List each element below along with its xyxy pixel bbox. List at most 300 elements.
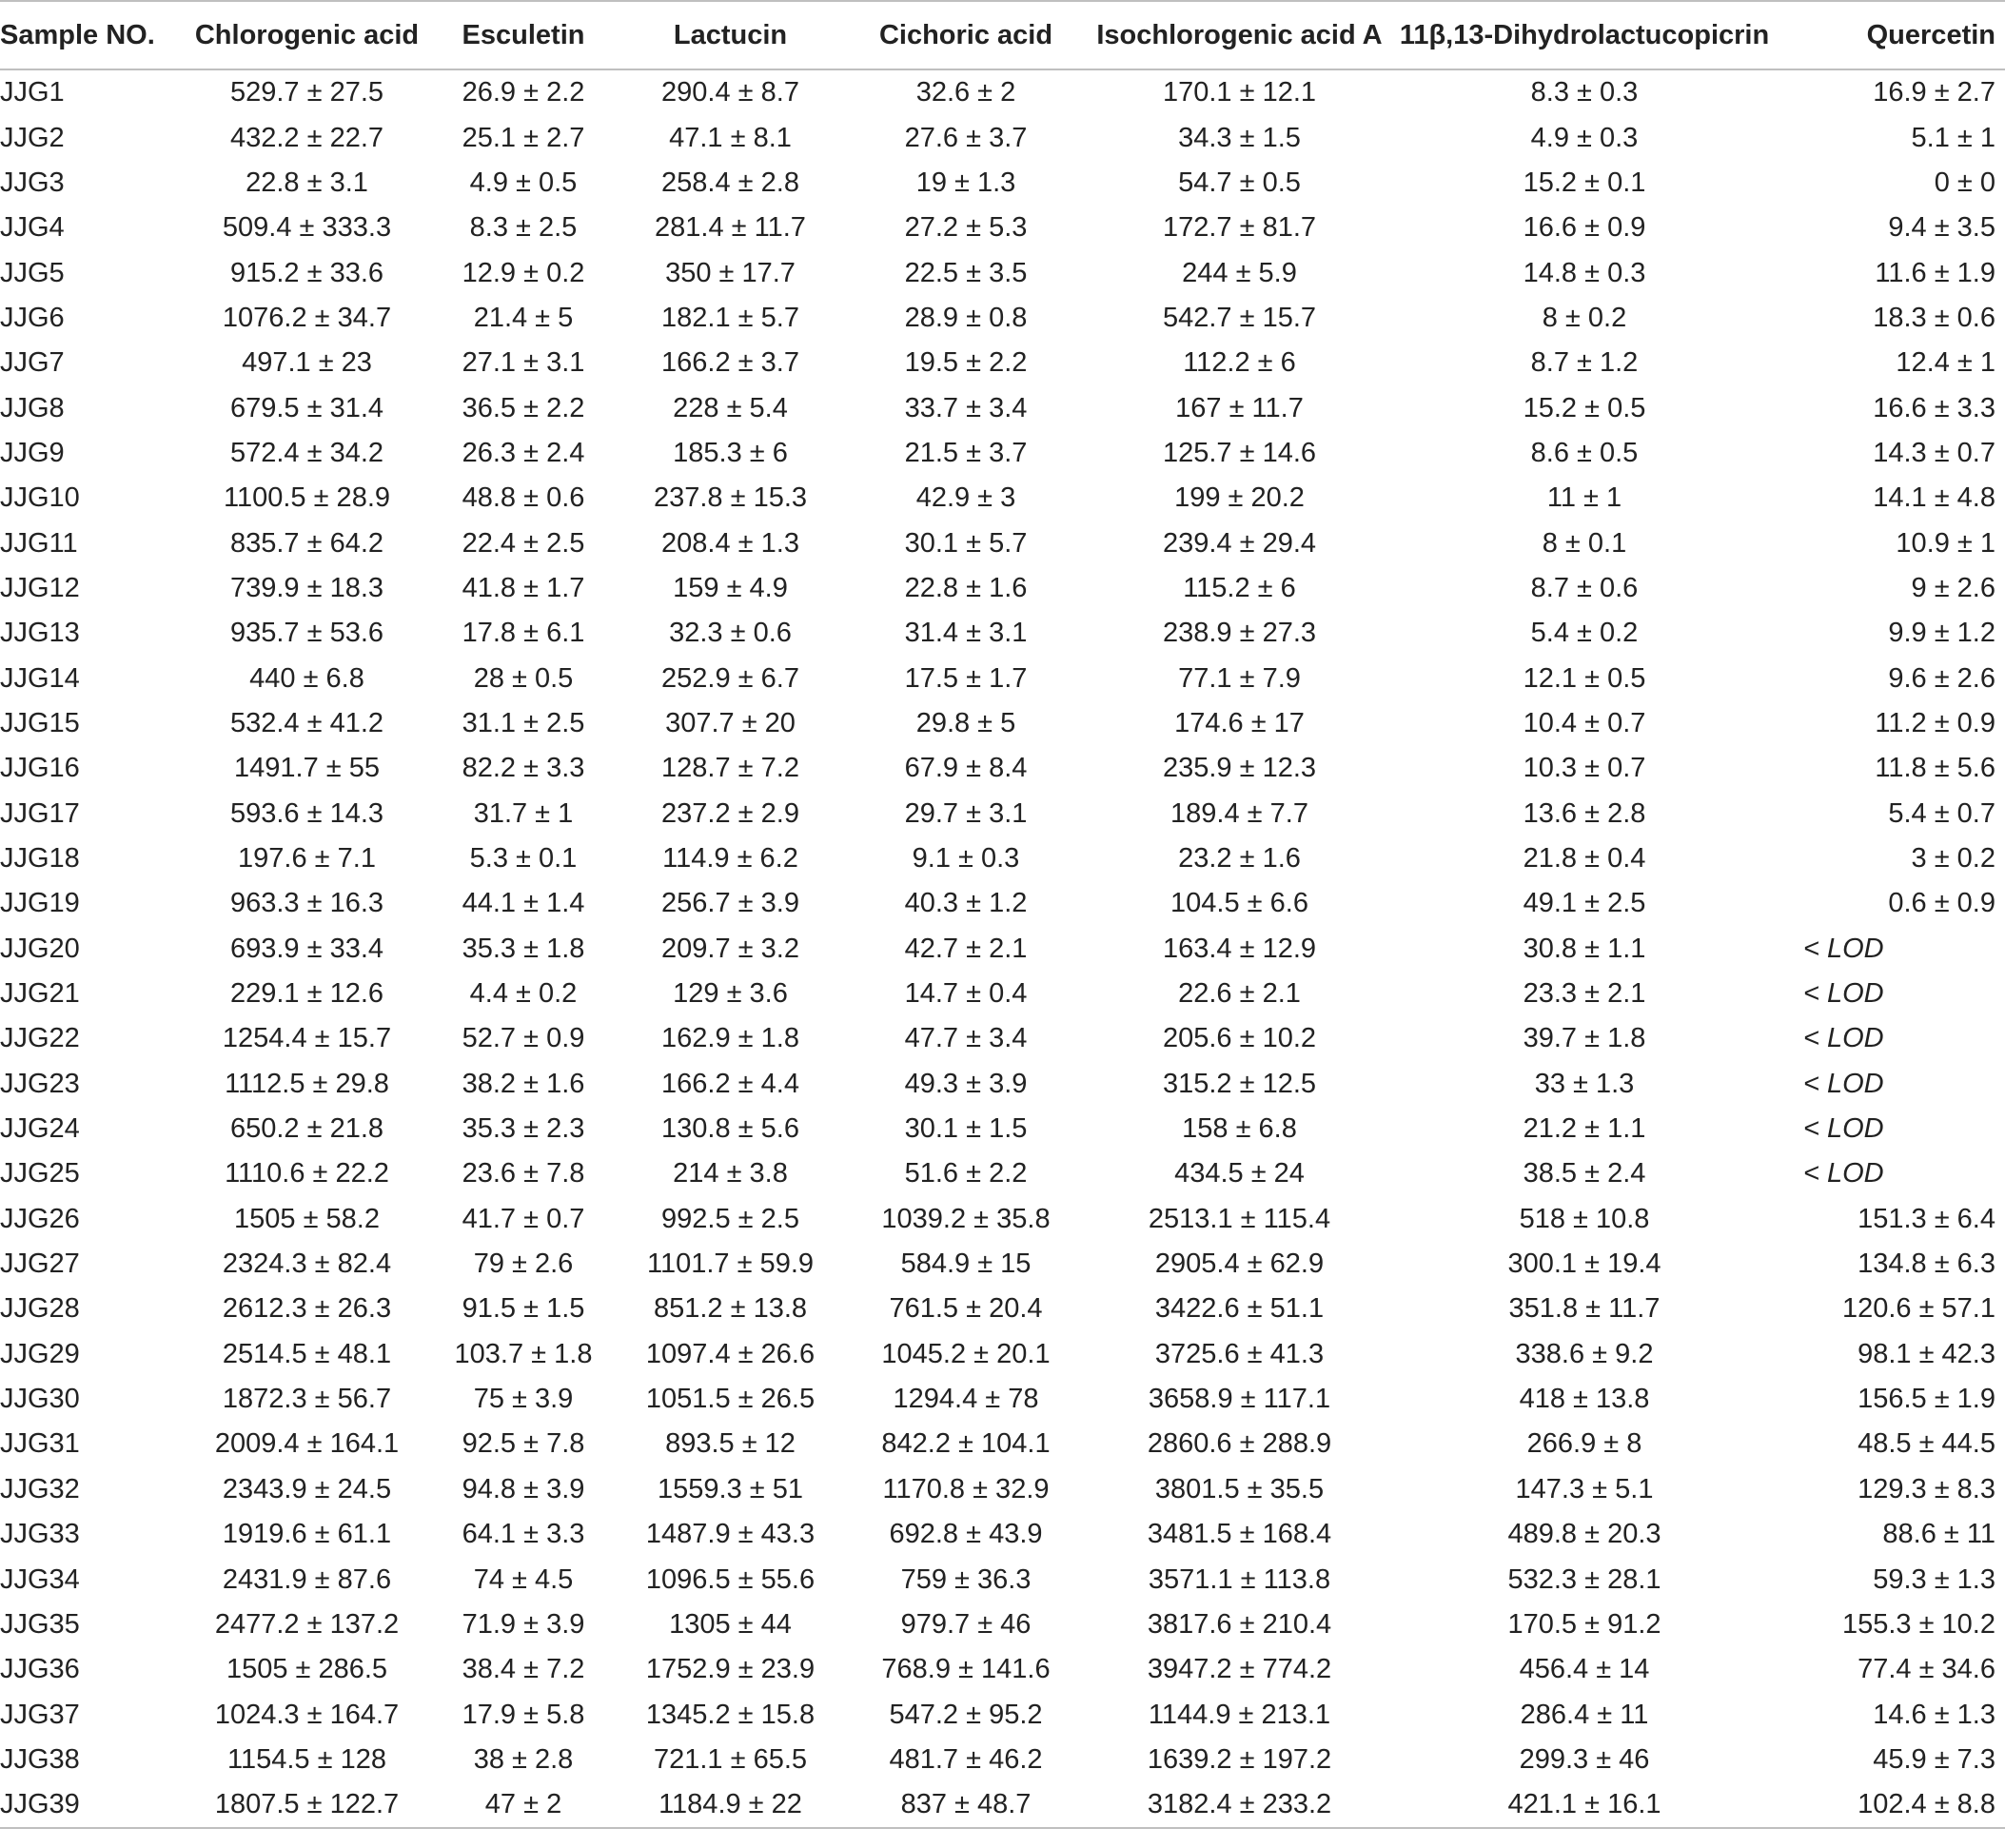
- header-chlorogenic-acid: Chlorogenic acid: [181, 1, 433, 69]
- sample-no-cell: JJG23: [0, 1068, 80, 1099]
- isochlorogenic-acid-a-cell: 315.2 ± 12.5: [1162, 1068, 1317, 1099]
- header-isochlorogenic-acid-a: Isochlorogenic acid A: [1085, 1, 1394, 69]
- isochlorogenic-acid-a-cell: 244 ± 5.9: [1182, 257, 1297, 288]
- lactucin-cell: 1184.9 ± 22: [614, 1782, 847, 1828]
- header-dihydrolactucopicrin: 11β,13-Dihydrolactucopicrin: [1394, 1, 1775, 69]
- chlorogenic-acid-cell: 532.4 ± 41.2: [229, 707, 384, 738]
- table-row: [0, 296, 2005, 341]
- lactucin-cell: 851.2 ± 13.8: [653, 1293, 808, 1325]
- esculetin-cell: 8.3 ± 2.5: [469, 212, 578, 244]
- dihydrolactucopicrin-cell: 300.1 ± 19.4: [1507, 1248, 1661, 1280]
- table-row: [0, 836, 2005, 881]
- quercetin-cell: 45.9 ± 7.3: [1873, 1743, 1995, 1775]
- chlorogenic-acid-cell: 1505 ± 58.2: [234, 1203, 380, 1234]
- lactucin-cell: 237.8 ± 15.3: [653, 482, 808, 514]
- sample-no-cell: JJG16: [0, 753, 80, 784]
- sample-no-cell: JJG9: [0, 437, 65, 468]
- isochlorogenic-acid-a-cell: 172.7 ± 81.7: [1162, 212, 1317, 244]
- dihydrolactucopicrin-cell: 21.2 ± 1.1: [1523, 1113, 1646, 1145]
- cichoric-acid-cell: 28.9 ± 0.8: [904, 302, 1028, 333]
- esculetin-cell: 4.4 ± 0.2: [469, 978, 578, 1010]
- quercetin-cell: 11.2 ± 0.9: [1875, 707, 1995, 738]
- cichoric-acid-cell: 30.1 ± 1.5: [904, 1113, 1028, 1145]
- esculetin-cell: 41.7 ± 0.7: [462, 1203, 585, 1234]
- quercetin-cell: 77.4 ± 34.6: [1858, 1654, 1995, 1685]
- sample-no-cell: JJG5: [0, 257, 65, 288]
- cichoric-acid-cell: 33.7 ± 3.4: [904, 392, 1028, 423]
- cichoric-acid-cell: 481.7 ± 46.2: [889, 1743, 1043, 1775]
- lactucin-cell: 992.5 ± 2.5: [661, 1203, 799, 1234]
- cichoric-acid-cell: 42.7 ± 2.1: [904, 933, 1028, 964]
- chlorogenic-acid-cell: 1154.5 ± 128: [227, 1743, 386, 1775]
- lactucin-cell: 159 ± 4.9: [673, 572, 788, 603]
- sample-no-cell: JJG20: [0, 933, 80, 964]
- quercetin-cell: 14.1 ± 4.8: [1873, 482, 1995, 514]
- table-row: [0, 341, 2005, 385]
- sample-no-cell: JJG4: [0, 212, 65, 244]
- esculetin-cell: 52.7 ± 0.9: [462, 1023, 585, 1054]
- chlorogenic-acid-cell: 197.6 ± 7.1: [238, 843, 376, 875]
- esculetin-cell: 74 ± 4.5: [473, 1563, 574, 1595]
- sample-no-cell: JJG22: [0, 1023, 80, 1054]
- esculetin-cell: 79 ± 2.6: [473, 1248, 574, 1280]
- esculetin-cell: 31.1 ± 2.5: [462, 707, 585, 738]
- header-sample-no: Sample NO.: [0, 1, 181, 69]
- lactucin-cell: 32.3 ± 0.6: [669, 618, 792, 649]
- lactucin-cell: 128.7 ± 7.2: [661, 753, 799, 784]
- sample-no-cell: JJG27: [0, 1248, 80, 1280]
- sample-no-cell: JJG35: [0, 1608, 80, 1640]
- sample-no-cell: JJG29: [0, 1338, 80, 1369]
- quercetin-cell: < LOD: [1803, 1023, 1884, 1054]
- lactucin-cell: 258.4 ± 2.8: [661, 167, 799, 198]
- lactucin-cell: 1752.9 ± 23.9: [645, 1654, 816, 1685]
- cichoric-acid-cell: 842.2 ± 104.1: [881, 1428, 1051, 1460]
- table-row: [0, 115, 2005, 160]
- lactucin-cell: 129 ± 3.6: [673, 978, 788, 1010]
- cichoric-acid-cell: 40.3 ± 1.2: [904, 888, 1028, 919]
- dihydrolactucopicrin-cell: 12.1 ± 0.5: [1523, 662, 1646, 694]
- quercetin-cell: < LOD: [1803, 1068, 1884, 1099]
- sample-no-cell: JJG3: [0, 167, 65, 198]
- sample-no-cell: JJG36: [0, 1654, 80, 1685]
- header-lactucin: Lactucin: [614, 1, 847, 69]
- quercetin-cell: 11.8 ± 5.6: [1875, 753, 1995, 784]
- isochlorogenic-acid-a-cell: 1144.9 ± 213.1: [1148, 1699, 1331, 1730]
- quercetin-cell: 12.4 ± 1: [1896, 347, 1995, 379]
- sample-no-cell: JJG31: [0, 1428, 80, 1460]
- dihydrolactucopicrin-cell: 38.5 ± 2.4: [1523, 1158, 1646, 1189]
- lactucin-cell: 1096.5 ± 55.6: [645, 1563, 816, 1595]
- esculetin-cell: 22.4 ± 2.5: [462, 527, 585, 559]
- chlorogenic-acid-cell: 693.9 ± 33.4: [229, 933, 384, 964]
- esculetin-cell: 28 ± 0.5: [473, 662, 574, 694]
- table-row: [0, 792, 2005, 836]
- quercetin-cell: 5.4 ± 0.7: [1888, 797, 1995, 829]
- table-row: [0, 476, 2005, 521]
- quercetin-cell: 11.6 ± 1.9: [1875, 257, 1995, 288]
- dihydrolactucopicrin-cell: 299.3 ± 46: [1519, 1743, 1650, 1775]
- cichoric-acid-cell: 692.8 ± 43.9: [889, 1519, 1043, 1550]
- cichoric-acid-cell: 761.5 ± 20.4: [889, 1293, 1043, 1325]
- esculetin-cell: 21.4 ± 5: [473, 302, 574, 333]
- dihydrolactucopicrin-cell: 338.6 ± 9.2: [1515, 1338, 1654, 1369]
- cichoric-acid-cell: 547.2 ± 95.2: [889, 1699, 1043, 1730]
- cichoric-acid-cell: 31.4 ± 3.1: [904, 618, 1028, 649]
- isochlorogenic-acid-a-cell: 3481.5 ± 168.4: [1147, 1519, 1332, 1550]
- quercetin-cell: 102.4 ± 8.8: [1775, 1782, 2005, 1828]
- cichoric-acid-cell: 67.9 ± 8.4: [904, 753, 1028, 784]
- lactucin-cell: 893.5 ± 12: [665, 1428, 796, 1460]
- chlorogenic-acid-cell: 1254.4 ± 15.7: [222, 1023, 392, 1054]
- dihydrolactucopicrin-cell: 266.9 ± 8: [1526, 1428, 1642, 1460]
- quercetin-cell: 155.3 ± 10.2: [1841, 1608, 1995, 1640]
- isochlorogenic-acid-a-cell: 238.9 ± 27.3: [1162, 618, 1317, 649]
- sample-no-cell: JJG33: [0, 1519, 80, 1550]
- sample-no-cell: JJG8: [0, 392, 65, 423]
- esculetin-cell: 4.9 ± 0.5: [469, 167, 578, 198]
- chlorogenic-acid-cell: 679.5 ± 31.4: [229, 392, 384, 423]
- chlorogenic-acid-cell: 835.7 ± 64.2: [229, 527, 384, 559]
- isochlorogenic-acid-a-cell: 167 ± 11.7: [1175, 392, 1304, 423]
- esculetin-cell: 17.8 ± 6.1: [462, 618, 585, 649]
- table-row: [0, 1422, 2005, 1466]
- chlorogenic-acid-cell: 1872.3 ± 56.7: [222, 1384, 392, 1415]
- table-row: [0, 1062, 2005, 1107]
- dihydrolactucopicrin-cell: 23.3 ± 2.1: [1523, 978, 1646, 1010]
- isochlorogenic-acid-a-cell: 1639.2 ± 197.2: [1147, 1743, 1332, 1775]
- dihydrolactucopicrin-cell: 39.7 ± 1.8: [1523, 1023, 1646, 1054]
- cichoric-acid-cell: 1294.4 ± 78: [893, 1384, 1039, 1415]
- dihydrolactucopicrin-cell: 4.9 ± 0.3: [1530, 122, 1639, 153]
- sample-no-cell: JJG10: [0, 482, 80, 514]
- table-row: [0, 431, 2005, 476]
- cichoric-acid-cell: 1039.2 ± 35.8: [881, 1203, 1051, 1234]
- esculetin-cell: 31.7 ± 1: [473, 797, 574, 829]
- isochlorogenic-acid-a-cell: 3658.9 ± 117.1: [1148, 1384, 1331, 1415]
- esculetin-cell: 17.9 ± 5.8: [462, 1699, 585, 1730]
- sample-no-cell: JJG15: [0, 707, 80, 738]
- sample-no-cell: JJG13: [0, 618, 80, 649]
- esculetin-cell: 38.2 ± 1.6: [462, 1068, 585, 1099]
- table-row: [0, 1602, 2005, 1647]
- chlorogenic-acid-cell: 2324.3 ± 82.4: [222, 1248, 392, 1280]
- lactucin-cell: 1051.5 ± 26.5: [645, 1384, 816, 1415]
- esculetin-cell: 47 ± 2: [433, 1782, 614, 1828]
- sample-no-cell: JJG2: [0, 122, 65, 153]
- esculetin-cell: 64.1 ± 3.3: [462, 1519, 585, 1550]
- esculetin-cell: 82.2 ± 3.3: [462, 753, 585, 784]
- esculetin-cell: 26.3 ± 2.4: [462, 437, 585, 468]
- lactucin-cell: 185.3 ± 6: [673, 437, 788, 468]
- table-row: [0, 927, 2005, 972]
- dihydrolactucopicrin-cell: 49.1 ± 2.5: [1523, 888, 1646, 919]
- table-row: [0, 1377, 2005, 1422]
- chlorogenic-acid-cell: 22.8 ± 3.1: [246, 167, 368, 198]
- lactucin-cell: 1559.3 ± 51: [658, 1473, 803, 1504]
- dihydrolactucopicrin-cell: 10.4 ± 0.7: [1523, 707, 1646, 738]
- sample-no-cell: JJG24: [0, 1113, 80, 1145]
- lactucin-cell: 208.4 ± 1.3: [661, 527, 799, 559]
- isochlorogenic-acid-a-cell: 205.6 ± 10.2: [1162, 1023, 1317, 1054]
- chlorogenic-acid-cell: 2009.4 ± 164.1: [214, 1428, 400, 1460]
- esculetin-cell: 23.6 ± 7.8: [462, 1158, 585, 1189]
- isochlorogenic-acid-a-cell: 23.2 ± 1.6: [1178, 843, 1301, 875]
- lactucin-cell: 166.2 ± 3.7: [661, 347, 799, 379]
- esculetin-cell: 36.5 ± 2.2: [462, 392, 585, 423]
- isochlorogenic-acid-a-cell: 189.4 ± 7.7: [1170, 797, 1308, 829]
- lactucin-cell: 1305 ± 44: [669, 1608, 792, 1640]
- isochlorogenic-acid-a-cell: 235.9 ± 12.3: [1162, 753, 1317, 784]
- table-body: [0, 69, 2005, 1828]
- chlorogenic-acid-cell: 915.2 ± 33.6: [229, 257, 384, 288]
- dihydrolactucopicrin-cell: 518 ± 10.8: [1519, 1203, 1650, 1234]
- chlorogenic-acid-cell: 1024.3 ± 164.7: [214, 1699, 400, 1730]
- isochlorogenic-acid-a-cell: 170.1 ± 12.1: [1162, 77, 1317, 108]
- sample-no-cell: JJG12: [0, 572, 80, 603]
- chlorogenic-acid-cell: 509.4 ± 333.3: [222, 212, 392, 244]
- isochlorogenic-acid-a-cell: 3817.6 ± 210.4: [1147, 1608, 1332, 1640]
- table-row: [0, 746, 2005, 791]
- cichoric-acid-cell: 29.8 ± 5: [915, 707, 1016, 738]
- esculetin-cell: 103.7 ± 1.8: [454, 1338, 593, 1369]
- cichoric-acid-cell: 51.6 ± 2.2: [904, 1158, 1028, 1189]
- table-row: [0, 69, 2005, 115]
- isochlorogenic-acid-a-cell: 2860.6 ± 288.9: [1147, 1428, 1332, 1460]
- quercetin-cell: 16.9 ± 2.7: [1873, 77, 1995, 108]
- table-row: [0, 701, 2005, 746]
- table-row: [0, 206, 2005, 250]
- chlorogenic-acid-cell: 963.3 ± 16.3: [229, 888, 384, 919]
- dihydrolactucopicrin-cell: 15.2 ± 0.5: [1523, 392, 1646, 423]
- dihydrolactucopicrin-cell: 532.3 ± 28.1: [1507, 1563, 1661, 1595]
- dihydrolactucopicrin-cell: 21.8 ± 0.4: [1523, 843, 1646, 875]
- table-row: [0, 385, 2005, 430]
- quercetin-cell: 9.4 ± 3.5: [1888, 212, 1995, 244]
- isochlorogenic-acid-a-cell: 199 ± 20.2: [1174, 482, 1305, 514]
- chlorogenic-acid-cell: 440 ± 6.8: [249, 662, 364, 694]
- chlorogenic-acid-cell: 935.7 ± 53.6: [229, 618, 384, 649]
- dihydrolactucopicrin-cell: 351.8 ± 11.7: [1508, 1293, 1661, 1325]
- quercetin-cell: 120.6 ± 57.1: [1841, 1293, 1995, 1325]
- chlorogenic-acid-cell: 593.6 ± 14.3: [229, 797, 384, 829]
- cichoric-acid-cell: 21.5 ± 3.7: [904, 437, 1028, 468]
- quercetin-cell: 134.8 ± 6.3: [1858, 1248, 1995, 1280]
- isochlorogenic-acid-a-cell: 434.5 ± 24: [1174, 1158, 1305, 1189]
- lactucin-cell: 209.7 ± 3.2: [661, 933, 799, 964]
- esculetin-cell: 26.9 ± 2.2: [462, 77, 585, 108]
- lactucin-cell: 114.9 ± 6.2: [662, 843, 798, 875]
- isochlorogenic-acid-a-cell: 158 ± 6.8: [1182, 1113, 1297, 1145]
- dihydrolactucopicrin-cell: 8.6 ± 0.5: [1530, 437, 1639, 468]
- lactucin-cell: 1345.2 ± 15.8: [645, 1699, 816, 1730]
- isochlorogenic-acid-a-cell: 115.2 ± 6: [1183, 572, 1296, 603]
- isochlorogenic-acid-a-cell: 3422.6 ± 51.1: [1154, 1293, 1325, 1325]
- table-row: [0, 250, 2005, 295]
- esculetin-cell: 25.1 ± 2.7: [462, 122, 585, 153]
- chlorogenic-acid-cell: 2431.9 ± 87.6: [222, 1563, 392, 1595]
- sample-no-cell: JJG26: [0, 1203, 80, 1234]
- isochlorogenic-acid-a-cell: 2905.4 ± 62.9: [1154, 1248, 1325, 1280]
- lactucin-cell: 214 ± 3.8: [673, 1158, 788, 1189]
- esculetin-cell: 48.8 ± 0.6: [462, 482, 585, 514]
- table-row: [0, 1197, 2005, 1242]
- lactucin-cell: 256.7 ± 3.9: [661, 888, 799, 919]
- cichoric-acid-cell: 19 ± 1.3: [915, 167, 1016, 198]
- isochlorogenic-acid-a-cell: 3947.2 ± 774.2: [1147, 1654, 1332, 1685]
- isochlorogenic-acid-a-cell: 2513.1 ± 115.4: [1148, 1203, 1331, 1234]
- dihydrolactucopicrin-cell: 8 ± 0.2: [1542, 302, 1627, 333]
- header-cichoric-acid: Cichoric acid: [847, 1, 1085, 69]
- table-row: [0, 1738, 2005, 1782]
- dihydrolactucopicrin-cell: 456.4 ± 14: [1519, 1654, 1650, 1685]
- quercetin-cell: 18.3 ± 0.6: [1873, 302, 1995, 333]
- dihydrolactucopicrin-cell: 14.8 ± 0.3: [1523, 257, 1646, 288]
- dihydrolactucopicrin-cell: 33 ± 1.3: [1534, 1068, 1635, 1099]
- esculetin-cell: 94.8 ± 3.9: [462, 1473, 585, 1504]
- cichoric-acid-cell: 1170.8 ± 32.9: [882, 1473, 1050, 1504]
- dihydrolactucopicrin-cell: 8.3 ± 0.3: [1530, 77, 1639, 108]
- sample-no-cell: JJG38: [0, 1743, 80, 1775]
- sample-no-cell: JJG28: [0, 1293, 80, 1325]
- quercetin-cell: 0 ± 0: [1934, 167, 1995, 198]
- chlorogenic-acid-cell: 1076.2 ± 34.7: [222, 302, 392, 333]
- cichoric-acid-cell: 32.6 ± 2: [915, 77, 1016, 108]
- esculetin-cell: 38 ± 2.8: [473, 1743, 574, 1775]
- table-row: [0, 161, 2005, 206]
- isochlorogenic-acid-a-cell: 125.7 ± 14.6: [1162, 437, 1317, 468]
- table-row: [0, 611, 2005, 656]
- isochlorogenic-acid-a-cell: 77.1 ± 7.9: [1178, 662, 1301, 694]
- cichoric-acid-cell: 837 ± 48.7: [847, 1782, 1085, 1828]
- table-row: [0, 566, 2005, 611]
- cichoric-acid-cell: 22.8 ± 1.6: [904, 572, 1028, 603]
- dihydrolactucopicrin-cell: 170.5 ± 91.2: [1507, 1608, 1661, 1640]
- isochlorogenic-acid-a-cell: 104.5 ± 6.6: [1170, 888, 1308, 919]
- header-quercetin: Quercetin: [1775, 1, 2005, 69]
- chlorogenic-acid-cell: 1112.5 ± 29.8: [225, 1068, 389, 1099]
- dihydrolactucopicrin-cell: 418 ± 13.8: [1519, 1384, 1650, 1415]
- isochlorogenic-acid-a-cell: 3725.6 ± 41.3: [1154, 1338, 1325, 1369]
- dihydrolactucopicrin-cell: 421.1 ± 16.1: [1394, 1782, 1775, 1828]
- quercetin-cell: 98.1 ± 42.3: [1858, 1338, 1995, 1369]
- quercetin-cell: 9 ± 2.6: [1911, 572, 1995, 603]
- table-row: [0, 1512, 2005, 1557]
- lactucin-cell: 350 ± 17.7: [665, 257, 796, 288]
- quercetin-cell: 88.6 ± 11: [1882, 1519, 1995, 1550]
- dihydrolactucopicrin-cell: 8.7 ± 0.6: [1530, 572, 1639, 603]
- cichoric-acid-cell: 27.2 ± 5.3: [904, 212, 1028, 244]
- quercetin-cell: 0.6 ± 0.9: [1888, 888, 1995, 919]
- cichoric-acid-cell: 9.1 ± 0.3: [912, 843, 1020, 875]
- sample-no-cell: JJG14: [0, 662, 80, 694]
- chlorogenic-acid-cell: 432.2 ± 22.7: [229, 122, 384, 153]
- chlorogenic-acid-cell: 650.2 ± 21.8: [229, 1113, 384, 1145]
- cichoric-acid-cell: 42.9 ± 3: [915, 482, 1016, 514]
- isochlorogenic-acid-a-cell: 163.4 ± 12.9: [1162, 933, 1317, 964]
- quercetin-cell: 156.5 ± 1.9: [1858, 1384, 1995, 1415]
- isochlorogenic-acid-a-cell: 54.7 ± 0.5: [1178, 167, 1301, 198]
- quercetin-cell: 59.3 ± 1.3: [1873, 1563, 1995, 1595]
- dihydrolactucopicrin-cell: 16.6 ± 0.9: [1523, 212, 1646, 244]
- dihydrolactucopicrin-cell: 30.8 ± 1.1: [1523, 933, 1646, 964]
- sample-no-cell: JJG1: [0, 77, 65, 108]
- quercetin-cell: 10.9 ± 1: [1896, 527, 1995, 559]
- table-row: [0, 1647, 2005, 1692]
- table-row: [0, 521, 2005, 565]
- cichoric-acid-cell: 29.7 ± 3.1: [904, 797, 1028, 829]
- quercetin-cell: < LOD: [1803, 1113, 1884, 1145]
- esculetin-cell: 35.3 ± 2.3: [462, 1113, 585, 1145]
- quercetin-cell: 14.3 ± 0.7: [1873, 437, 1995, 468]
- table-row: [0, 1016, 2005, 1061]
- sample-no-cell: JJG39: [0, 1782, 181, 1828]
- esculetin-cell: 27.1 ± 3.1: [462, 347, 585, 379]
- table-row: [0, 1332, 2005, 1377]
- chlorogenic-acid-cell: 2477.2 ± 137.2: [214, 1608, 400, 1640]
- cichoric-acid-cell: 22.5 ± 3.5: [904, 257, 1028, 288]
- cichoric-acid-cell: 49.3 ± 3.9: [904, 1068, 1028, 1099]
- table-row: [0, 656, 2005, 700]
- chlorogenic-acid-cell: 1100.5 ± 28.9: [223, 482, 391, 514]
- quercetin-cell: < LOD: [1803, 978, 1884, 1010]
- isochlorogenic-acid-a-cell: 542.7 ± 15.7: [1162, 302, 1317, 333]
- lactucin-cell: 721.1 ± 65.5: [653, 1743, 808, 1775]
- isochlorogenic-acid-a-cell: 174.6 ± 17: [1174, 707, 1305, 738]
- table-row: [0, 1467, 2005, 1512]
- esculetin-cell: 75 ± 3.9: [473, 1384, 574, 1415]
- lactucin-cell: 130.8 ± 5.6: [661, 1113, 799, 1145]
- cichoric-acid-cell: 1045.2 ± 20.1: [881, 1338, 1051, 1369]
- esculetin-cell: 35.3 ± 1.8: [462, 933, 585, 964]
- esculetin-cell: 92.5 ± 7.8: [462, 1428, 585, 1460]
- sample-no-cell: JJG6: [0, 302, 65, 333]
- esculetin-cell: 12.9 ± 0.2: [462, 257, 585, 288]
- quercetin-cell: 9.6 ± 2.6: [1888, 662, 1995, 694]
- quercetin-cell: 48.5 ± 44.5: [1858, 1428, 1995, 1460]
- sample-no-cell: JJG25: [0, 1158, 80, 1189]
- sample-no-cell: JJG17: [0, 797, 80, 829]
- chlorogenic-acid-cell: 572.4 ± 34.2: [229, 437, 384, 468]
- lactucin-cell: 1101.7 ± 59.9: [646, 1248, 815, 1280]
- isochlorogenic-acid-a-cell: 3801.5 ± 35.5: [1154, 1473, 1325, 1504]
- sample-no-cell: JJG30: [0, 1384, 80, 1415]
- cichoric-acid-cell: 768.9 ± 141.6: [881, 1654, 1051, 1685]
- quercetin-cell: < LOD: [1803, 1158, 1884, 1189]
- chlorogenic-acid-cell: 2343.9 ± 24.5: [222, 1473, 392, 1504]
- lactucin-cell: 290.4 ± 8.7: [661, 77, 799, 108]
- header-row: [0, 1, 2005, 69]
- dihydrolactucopicrin-cell: 489.8 ± 20.3: [1507, 1519, 1661, 1550]
- quercetin-cell: 14.6 ± 1.3: [1873, 1699, 1995, 1730]
- chlorogenic-acid-cell: 1505 ± 286.5: [226, 1654, 388, 1685]
- lactucin-cell: 252.9 ± 6.7: [661, 662, 799, 694]
- quercetin-cell: 129.3 ± 8.3: [1858, 1473, 1995, 1504]
- dihydrolactucopicrin-cell: 8.7 ± 1.2: [1530, 347, 1639, 379]
- header-esculetin: Esculetin: [433, 1, 614, 69]
- dihydrolactucopicrin-cell: 10.3 ± 0.7: [1523, 753, 1646, 784]
- chlorogenic-acid-cell: 1491.7 ± 55: [234, 753, 380, 784]
- cichoric-acid-cell: 47.7 ± 3.4: [904, 1023, 1028, 1054]
- sample-no-cell: JJG7: [0, 347, 65, 379]
- sample-no-cell: JJG32: [0, 1473, 80, 1504]
- dihydrolactucopicrin-cell: 5.4 ± 0.2: [1530, 618, 1639, 649]
- lactucin-cell: 47.1 ± 8.1: [669, 122, 792, 153]
- table-row: [0, 1107, 2005, 1151]
- sample-no-cell: JJG37: [0, 1699, 80, 1730]
- esculetin-cell: 44.1 ± 1.4: [462, 888, 585, 919]
- isochlorogenic-acid-a-cell: 22.6 ± 2.1: [1178, 978, 1301, 1010]
